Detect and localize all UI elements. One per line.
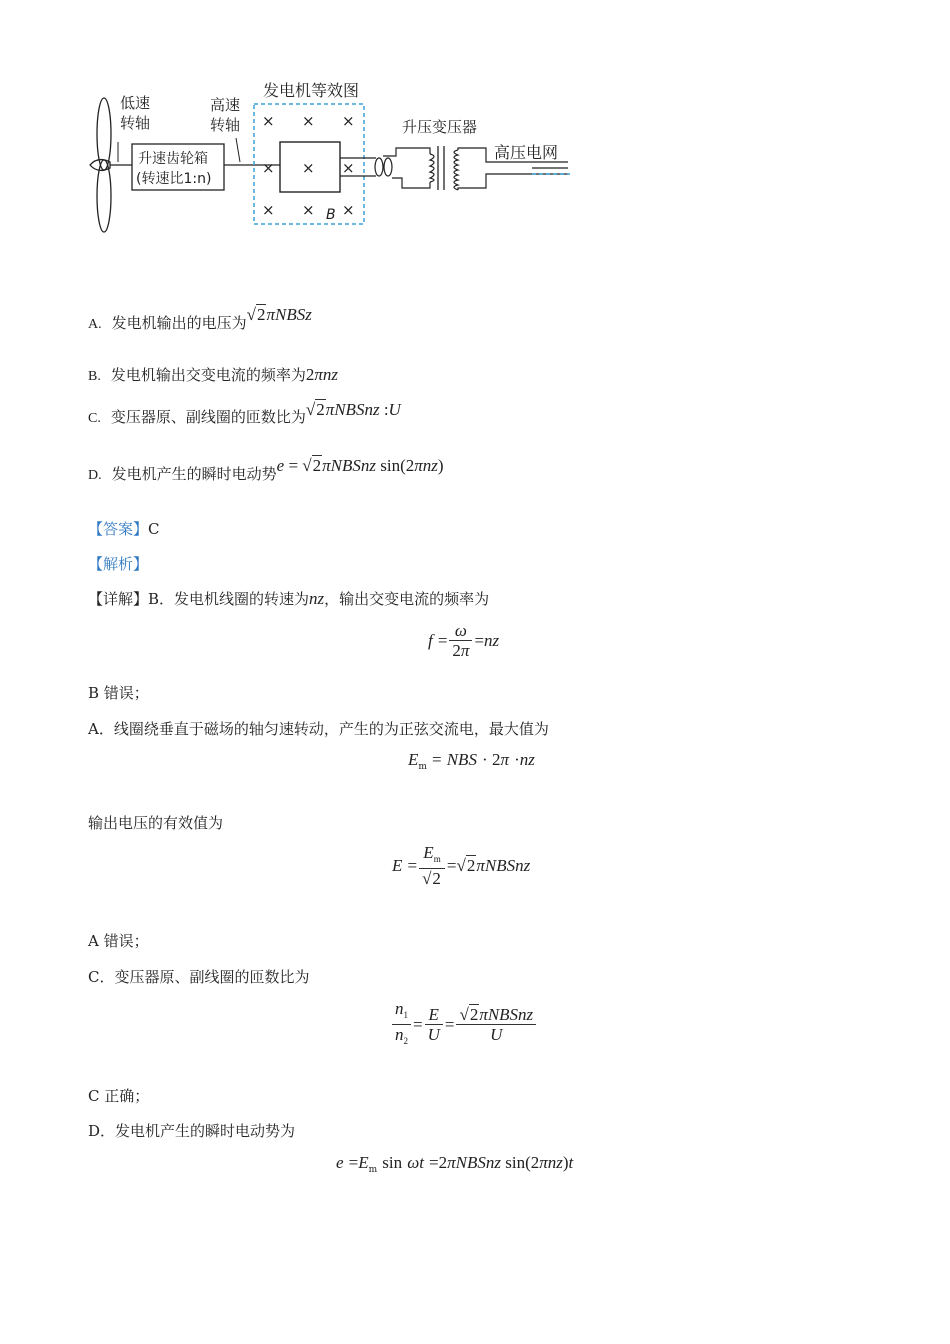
option-d-key: D. [88, 468, 102, 483]
detail-d-intro: D．发电机产生的瞬时电动势为 [88, 1122, 296, 1140]
detail-label: 【详解】 [88, 590, 149, 608]
generator-diagram [80, 70, 600, 245]
svg-text:×: × [262, 159, 275, 177]
option-d-text: 发电机产生的瞬时电动势 [111, 465, 277, 483]
formula-rms: E = $\frac{E_m}{√2}$ =√2πNBSnz [392, 843, 531, 888]
option-c-text: 变压器原、副线圈的匝数比为 [110, 408, 306, 426]
detail-a-conclusion: A 错误； [88, 932, 149, 950]
slip-ring-1 [375, 158, 383, 176]
svg-text:×: × [342, 201, 355, 219]
detail-a-rms-intro: 输出电压的有效值为 [88, 814, 224, 832]
svg-text:×: × [302, 112, 315, 130]
option-a: A. 发电机输出的电压为√2πNBSz [88, 305, 312, 332]
slip-ring-2 [384, 158, 392, 176]
svg-text:×: × [302, 201, 315, 219]
svg-text:×: × [262, 201, 275, 219]
high-speed-label-1: 高速 [210, 96, 241, 114]
generator-title: 发电机等效图 [263, 81, 360, 100]
formula-turns-ratio: $\frac{n_1}{n_2}$ = $\frac{E}{U}$ = $\frac{\text{√2πNBSnz}}{U}$ [390, 1000, 538, 1051]
low-speed-label-2: 转轴 [120, 114, 151, 132]
field-label-b: B [326, 207, 336, 223]
answer-value: C [148, 520, 160, 538]
svg-text:×: × [342, 112, 355, 130]
secondary-coil [454, 150, 458, 190]
option-b-key: B. [88, 369, 101, 384]
detail-b-intro [88, 588, 489, 609]
answer-line [88, 518, 160, 539]
option-b: B. 发电机输出交变电流的频率为2πnz [88, 365, 338, 384]
answer-label: 【答案】 [88, 520, 149, 538]
primary-coil [430, 154, 434, 182]
formula-instant-emf: $e =E_m$ sin ωt =2πNBSnz sin(2πnz)t [336, 1153, 574, 1175]
option-c: C. 变压器原、副线圈的匝数比为√2πNBSnz :U [88, 400, 401, 426]
gearbox-ratio: (转速比1:n) [136, 171, 212, 187]
detail-c-intro: C．变压器原、副线圈的匝数比为 [88, 968, 310, 986]
formula-emax: $E_m$ = NBS · 2π ·nz [408, 750, 535, 772]
formula-frequency: f = $\frac{\omega}{2\pi}$ =nz [428, 621, 500, 660]
detail-b-tail: ，输出交变电流的频率为 [324, 590, 490, 608]
detail-a-intro: A．线圈绕垂直于磁场的轴匀速转动，产生的为正弦交流电，最大值为 [88, 720, 549, 738]
option-b-text: 发电机输出交变电流的频率为 [110, 366, 306, 384]
detail-b-text: B．发电机线圈的转速为 [148, 590, 310, 608]
svg-text:×: × [302, 159, 315, 177]
analysis-label: 【解析】 [88, 555, 149, 573]
svg-text:×: × [342, 159, 355, 177]
high-speed-label-2: 转轴 [210, 116, 241, 134]
svg-text:×: × [262, 112, 275, 130]
detail-b-conclusion: B 错误； [88, 684, 149, 702]
option-a-text: 发电机输出的电压为 [111, 314, 247, 332]
low-speed-label-1: 低速 [120, 94, 151, 112]
transformer-label: 升压变压器 [402, 118, 478, 136]
grid-label: 高压电网 [494, 143, 559, 162]
option-d: D. 发电机产生的瞬时电动势e = √2πNBSnz sin(2πnz) [88, 456, 444, 483]
gearbox-label: 升速齿轮箱 [138, 151, 208, 167]
option-a-key: A. [88, 317, 102, 332]
option-c-key: C. [88, 411, 101, 426]
detail-c-conclusion: C 正确； [88, 1087, 150, 1105]
detail-b-var: nz [309, 589, 325, 608]
